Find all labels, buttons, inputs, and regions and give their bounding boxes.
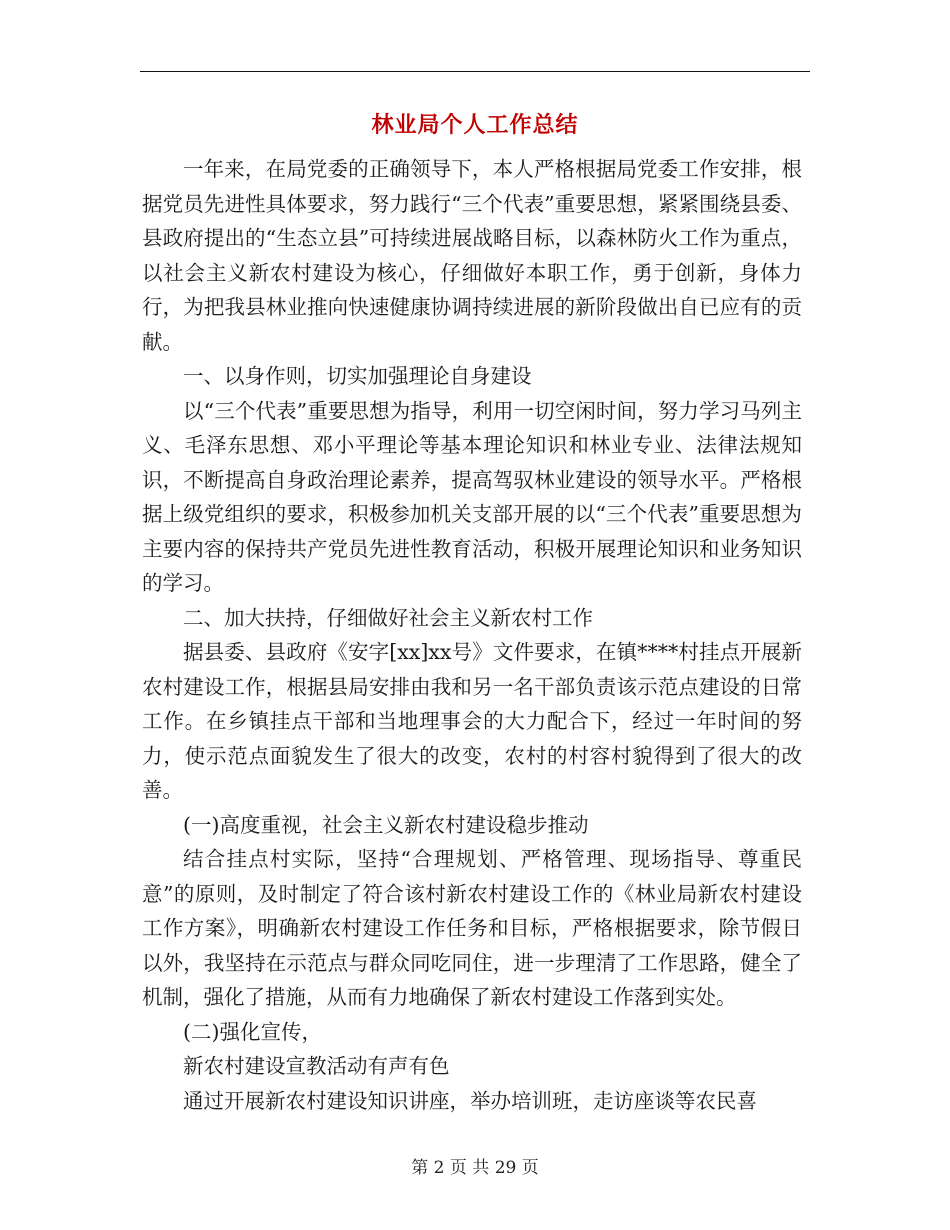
document-title: 林业局个人工作总结 xyxy=(371,112,579,138)
page-footer: 第 2 页 共 29 页 xyxy=(411,1158,539,1178)
section-heading-2: 二、加大扶持，仔细做好社会主义新农村工作 xyxy=(183,605,593,630)
header-rule xyxy=(140,71,810,72)
intro-paragraph: 一年来，在局党委的正确领导下，本人严格根据局党委工作安排，根据党员先进性具体要求，努力践行“三个代表”重要思想，紧紧围绕县委、县政府提出的“生态立县”可持续进展战略目标，以森林防火工作为重点，以社会主义新农村建设为核心，仔细做好本职工作，勇于创新，身体力行，为把我县林业推向快速健康协调持续进展的新阶段做出自已应有的贡献。 xyxy=(142,157,802,354)
subsection-1-paragraph: 结合挂点村实际，坚持“合理规划、严格管理、现场指导、尊重民意”的原则，及时制定了符合该村新农村建设工作的《林业局新农村建设工作方案》，明确新农村建设工作任务和目标，严格根据要求，除节假日以外，我坚持在示范点与群众同吃同住，进一步理清了工作思路，健全了机制，强化了措施，从而有力地确保了新农村建设工作落到实处。 xyxy=(142,847,802,1009)
section-heading-1: 一、以身作则，切实加强理论自身建设 xyxy=(183,364,532,388)
subsection-2-paragraph: 通过开展新农村建设知识讲座，举办培训班，走访座谈等农民喜 xyxy=(183,1088,757,1113)
section-1-paragraph: 以“三个代表”重要思想为指导，利用一切空闲时间，努力学习马列主义、毛泽东思想、邓小平理论等基本理论知识和林业专业、法律法规知识，不断提高自身政治理论素养，提高驾驭林业建设的领导水平。严格根据上级党组织的要求，积极参加机关支部开展的以“三个代表”重要思想为主要内容的保持共产党员先进性教育活动，积极开展理论知识和业务知识的学习。 xyxy=(142,398,802,595)
subsection-heading-1: (一)高度重视，社会主义新农村建设稳步推动 xyxy=(183,812,589,837)
document-body xyxy=(142,152,802,1118)
subsection-heading-2-cont: 新农村建设宣教活动有声有色 xyxy=(183,1054,450,1078)
section-2-paragraph: 据县委、县政府《安字[xx]xx号》文件要求，在镇****村挂点开展新农村建设工作，根据县局安排由我和另一名干部负责该示范点建设的日常工作。在乡镇挂点干部和当地理事会的大力配合下，经过一年时间的努力，使示范点面貌发生了很大的改变，农村的村容村貌得到了很大的改善。 xyxy=(142,640,802,802)
subsection-heading-2: (二)强化宣传， xyxy=(183,1019,322,1044)
